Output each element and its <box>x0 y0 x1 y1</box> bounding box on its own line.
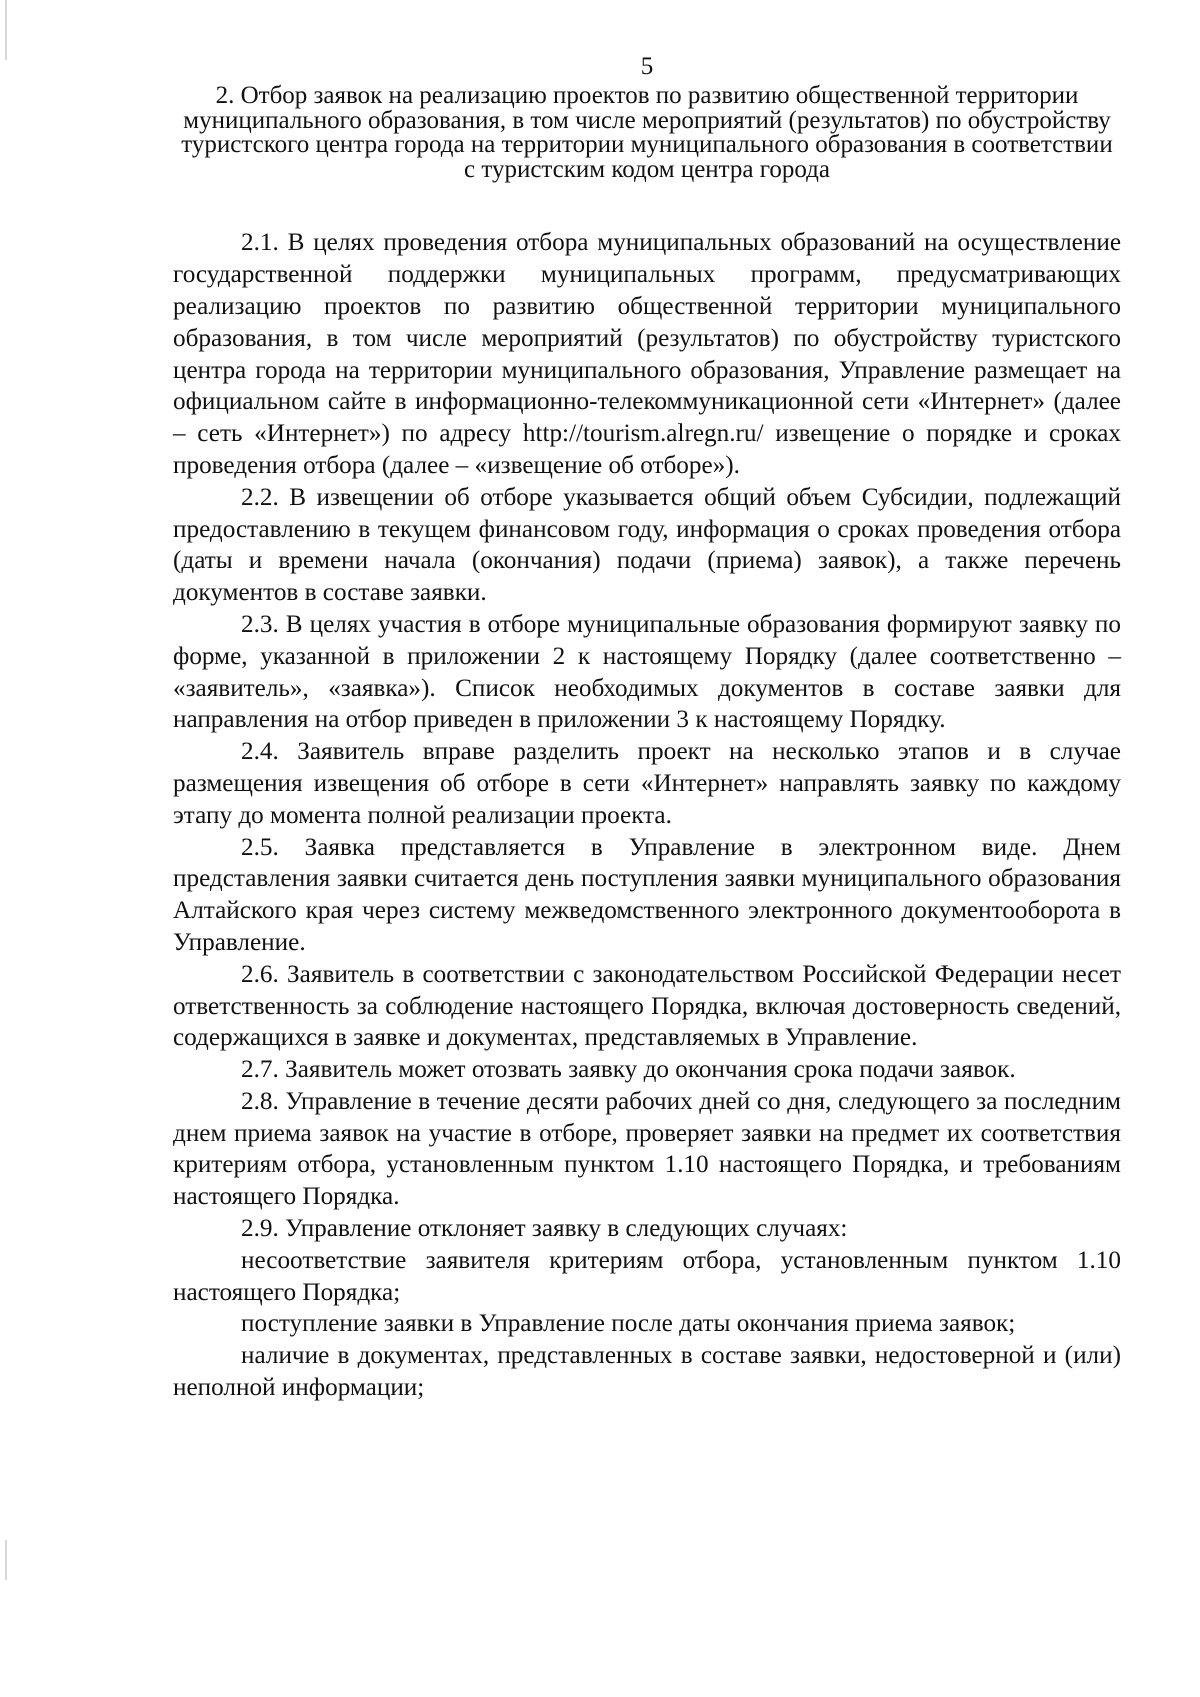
paragraph-2-5: 2.5. Заявка представляется в Управление в электронном виде. Днем представления заявки считается день поступления заявки муниципального образования Алтайского края через систему межведомственного электронного документооборота в Управление. <box>173 833 1121 956</box>
paragraph-2-2: 2.2. В извещении об отборе указывается общий объем Субсидии, подлежащий предоставлению в текущем финансовом году, информация о сроках проведения отбора (даты и времени начала (окончания) подачи (приема) заявок), а также перечень документов в составе заявки. <box>173 483 1121 607</box>
paragraph-2-4: 2.4. Заявитель вправе разделить проект на несколько этапов и в случае размещения извещения об отборе в сети «Интернет» направлять заявку по каждому этапу до момента полной реализации проекта. <box>173 738 1121 829</box>
rejection-reason-3: наличие в документах, представленных в составе заявки, недостоверной и (или) неполной информации; <box>173 1342 1121 1402</box>
document-page <box>173 52 1121 1404</box>
section-heading: 2. Отбор заявок на реализацию проектов по развитию общественной территории муниципального образования, в том числе мероприятий (результатов) по обустройству туристского центра города на территории муниципального образования в соответствии с туристским кодом центра города <box>181 82 1113 183</box>
paragraph-2-7: 2.7. Заявитель может отозвать заявку до окончания срока подачи заявок. <box>241 1056 1016 1084</box>
body-text <box>173 227 1121 1403</box>
rejection-reason-2: поступление заявки в Управление после даты окончания приема заявок; <box>241 1310 1016 1338</box>
paragraph-2-8: 2.8. Управление в течение десяти рабочих дней со дня, следующего за последним днем приема заявок на участие в отборе, проверяет заявки на предмет их соответствия критериям отбора, установленным пунктом 1.10 настоящего Порядка, и требованиям настоящего Порядка. <box>173 1087 1121 1211</box>
page-number: 5 <box>640 53 654 80</box>
paragraph-2-9: 2.9. Управление отклоняет заявку в следующих случаях: <box>241 1215 848 1243</box>
scan-edge-mark <box>5 0 7 60</box>
paragraph-2-3: 2.3. В целях участия в отборе муниципальные образования формируют заявку по форме, указанной в приложении 2 к настоящему Порядку (далее соответственно – «заявитель», «заявка»). Список необходимых документов в составе заявки для направления на отбор приведен в приложении 3 к настоящему Порядку. <box>173 610 1121 734</box>
paragraph-2-6: 2.6. Заявитель в соответствии с законодательством Российской Федерации несет ответственность за соблюдение настоящего Порядка, включая достоверность сведений, содержащихся в заявке и документах, представляемых в Управление. <box>173 960 1121 1052</box>
scan-edge-mark <box>5 1540 7 1580</box>
paragraph-2-1: 2.1. В целях проведения отбора муниципальных образований на осуществление государственной поддержки муниципальных программ, предусматривающих реализацию проектов по развитию общественной территории муниципального образования, в том числе мероприятий (результатов) по обустройству туристского центра города на территории муниципального образования, Управление размещает на официальном сайте в информационно-телекоммуникационной сети «Интернет» (далее – сеть «Интернет») по адресу http://tourism.alregn.ru/ извещение о порядке и сроках проведения отбора (далее – «извещение об отборе»). <box>173 229 1121 479</box>
rejection-reason-1: несоответствие заявителя критериям отбора, установленным пунктом 1.10 настоящего Порядка; <box>173 1246 1121 1306</box>
